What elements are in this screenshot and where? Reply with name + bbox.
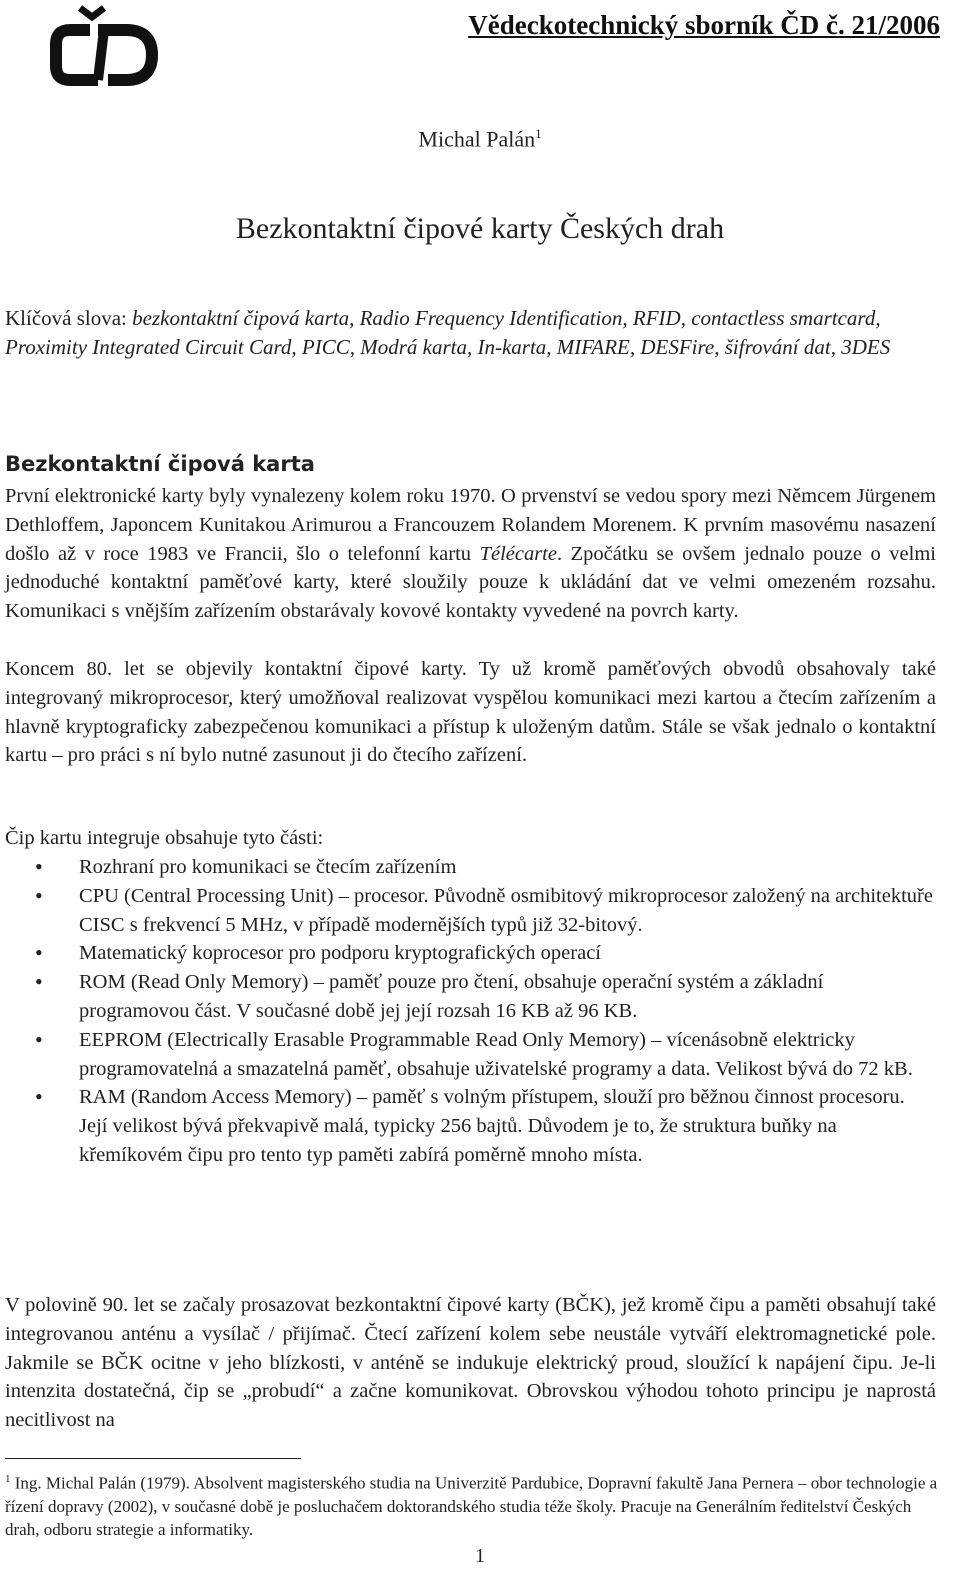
author-name: [0, 126, 960, 152]
journal-title: Vědeckotechnický sborník ČD č. 21/2006: [468, 10, 940, 40]
footnote: [5, 1468, 940, 1541]
paragraph-1-b: . Zpočátku se ovšem jednalo pouze o velmi jednoduché kontaktní paměťové karty, které sloužily pouze k ukládání dat ve velmi omezeném rozsahu. Komunikaci s vnějším zařízením obstarávaly kovové kontakty vyvedené na povrch karty.: [5, 542, 936, 623]
footnote-mark: 1: [5, 1473, 11, 1485]
list-item: • Rozhraní pro komunikaci se čtecím zařízením: [5, 853, 936, 882]
keywords-text: bezkontaktní čipová karta, Radio Frequency Identification, RFID, contactless smartcard, Proximity Integrated Circuit Card, PICC, Modrá karta, In-karta, MIFARE, DESFire, šifrování dat, 3DES: [5, 306, 891, 359]
paragraph-1-italic: Télécarte: [479, 542, 557, 565]
paragraph-3: V polovině 90. let se začaly prosazovat bezkontaktní čipové karty (BČK), jež kromě čipu a paměti obsahují také integrovanou anténu a vysílač / přijímač. Čtecí zařízení kolem sebe neustále vytváří elektromagnetické pole. Jakmile se BČK ocitne v jeho blízkosti, v anténě se indukuje elektrický proud, sloužící k napájení čipu. Je-li intenzita dostatečná, čip se „probudí“ a začne komunikovat. Obrovskou výhodou tohoto principu je naprostá necitlivost na: [5, 1294, 936, 1432]
keywords-label: Klíčová slova:: [5, 306, 133, 330]
author-footnote-mark: 1: [535, 126, 542, 141]
article-title: Bezkontaktní čipové karty Českých drah: [235, 212, 725, 245]
footnote-divider: [5, 1458, 301, 1459]
list-item: • Matematický koprocesor pro podporu kryptografických operací: [5, 939, 936, 968]
list-item: • RAM (Random Access Memory) – paměť s volným přístupem, slouží pro běžnou činnost procesoru. Její velikost bývá překvapivě malá, typicky 256 bajtů. Důvodem je to, že struktura buňky na křemíkovém čipu pro tento typ paměti zabírá poměrně mnoho místa.: [5, 1083, 936, 1169]
list-item: • CPU (Central Processing Unit) – procesor. Původně osmibitový mikroprocesor založený na architektuře CISC s frekvencí 5 MHz, v případě modernějších typů již 32-bitový.: [5, 882, 936, 940]
parts-list: [5, 853, 936, 1170]
page-number: 1: [475, 1545, 485, 1567]
keywords: [5, 304, 940, 362]
list-item: • ROM (Read Only Memory) – paměť pouze pro čtení, obsahuje operační systém a základní programovou část. V současné době jej její rozsah 16 KB až 96 KB.: [5, 968, 936, 1026]
author-name-text: Michal Palán: [418, 126, 536, 152]
cd-logo: [40, 0, 175, 100]
list-item: • EEPROM (Electrically Erasable Programmable Read Only Memory) – vícenásobně elektricky programovatelná a smazatelná paměť, obsahuje uživatelské programy a data. Velikost bývá do 72 kB.: [5, 1026, 936, 1084]
paragraph-2: Koncem 80. let se objevily kontaktní čipové karty. Ty už kromě paměťových obvodů obsahovaly také integrovaný mikroprocesor, který umožňoval realizovat vyspělou komunikaci mezi kartou a čtecím zařízením a hlavně kryptograficky zabezpečenou komunikaci a přístup k uloženým datům. Stále se však jednalo o kontaktní kartu – pro práci s ní bylo nutné zasunout ji do čtecího zařízení.: [5, 658, 936, 767]
cd-logo-icon: [40, 0, 175, 100]
paragraph-1: [5, 482, 936, 626]
section-heading: Bezkontaktní čipová karta: [5, 452, 315, 476]
footnote-text: Ing. Michal Palán (1979). Absolvent magisterského studia na Univerzitě Pardubice, Dopravní fakultě Jana Pernera – obor technologie a řízení dopravy (2002), v současné době je posluchačem doktorandského studia téže školy. Pracuje na Generálním ředitelství Českých drah, odboru strategie a informatiky.: [5, 1473, 938, 1539]
paragraph-1-a: První elektronické karty byly vynalezeny kolem roku 1970. O prvenství se vedou spory mezi Němcem Jürgenem Dethloffem, Japoncem Kunitakou Arimurou a Francouzem Rolandem Morenem. K prvním masovému nasazení došlo až v roce 1983 ve Francii, šlo o telefonní kartu: [5, 485, 936, 565]
parts-intro: Čip kartu integruje obsahuje tyto části:: [5, 827, 324, 849]
